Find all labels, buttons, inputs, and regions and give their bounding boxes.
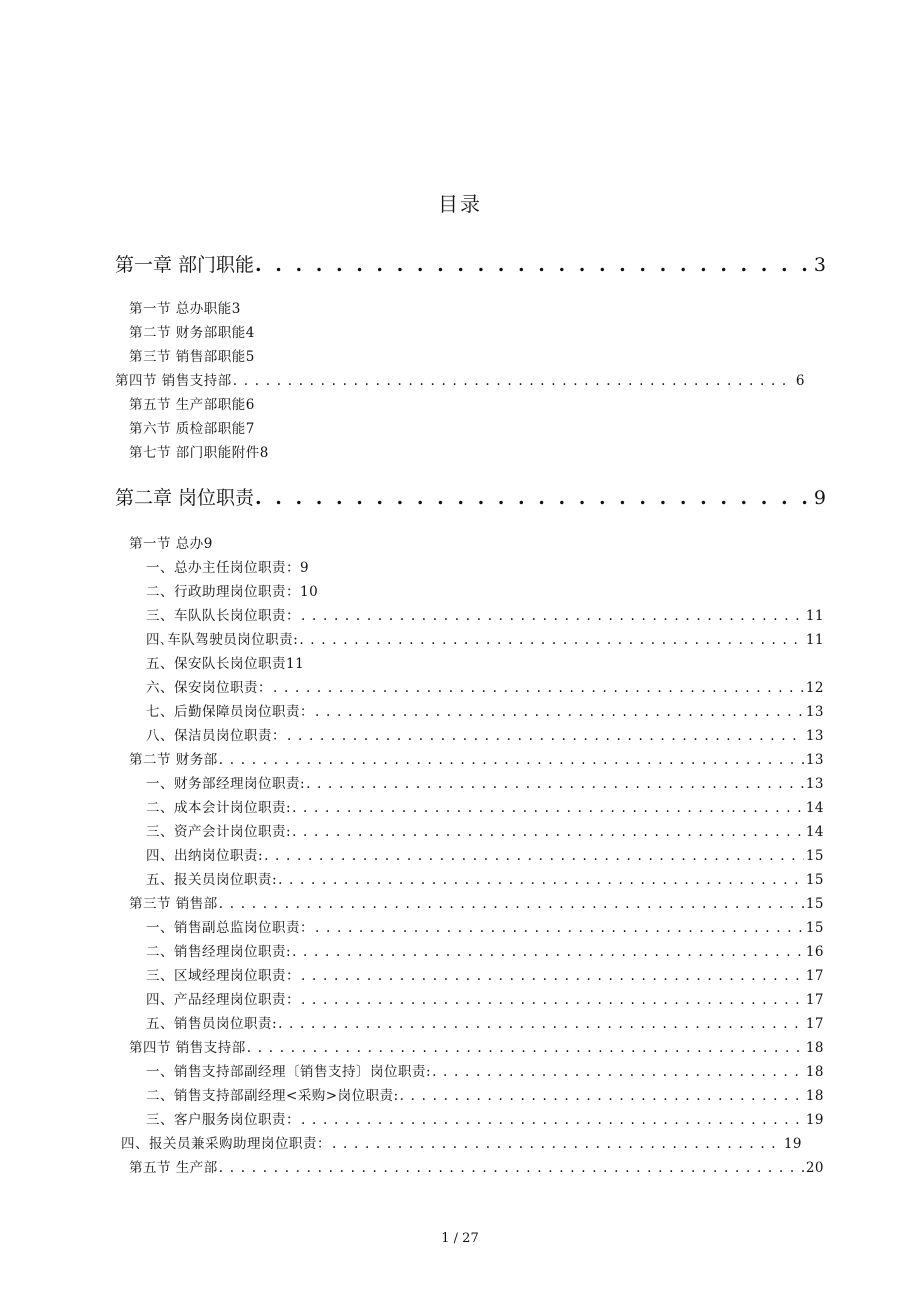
- toc-page-number: 15: [805, 896, 824, 912]
- toc-entry[interactable]: [146, 1012, 824, 1034]
- toc-entry[interactable]: [115, 369, 805, 391]
- toc-page-number: 12: [805, 680, 824, 696]
- toc-entry-text: 二、销售支持部副经理<采购>岗位职责:: [146, 1088, 399, 1104]
- toc-leader: [232, 373, 794, 389]
- toc-entry[interactable]: 第三节 销售部职能5: [129, 349, 255, 365]
- toc-page-number: 13: [805, 776, 824, 792]
- toc-entry-text: 四､车队驾驶员岗位职责:: [146, 632, 299, 648]
- toc-entry[interactable]: 第七节 部门职能附件8: [129, 445, 269, 461]
- toc-entry[interactable]: [146, 1084, 824, 1106]
- toc-entry-text: 第五节 生产部: [129, 1160, 218, 1176]
- toc-entry[interactable]: [146, 796, 824, 818]
- toc-page-number: 19: [805, 1112, 824, 1128]
- toc-leader: [300, 1112, 804, 1128]
- toc-entry[interactable]: [146, 676, 824, 698]
- toc-leader: [291, 800, 804, 816]
- toc-entry-chapter[interactable]: [115, 250, 826, 276]
- toc-leader: [291, 944, 804, 960]
- toc-entry-text: 第二节 财务部: [129, 752, 218, 768]
- toc-page-number: 15: [805, 920, 824, 936]
- toc-page-number: 13: [805, 752, 824, 768]
- toc-page-number: 18: [805, 1040, 824, 1056]
- toc-entry-text: 一、财务部经理岗位职责:: [146, 776, 306, 792]
- toc-leader: [300, 992, 804, 1008]
- toc-page-number: 17: [805, 968, 824, 984]
- toc-entry-text: 四、产品经理岗位职责：: [146, 992, 300, 1008]
- toc-entry-text: 第二章 岗位职责: [115, 487, 255, 509]
- toc-entry-text: 五、销售员岗位职责:: [146, 1016, 278, 1032]
- toc-entry-text: 第四节 销售支持部: [129, 1040, 246, 1056]
- toc-entry[interactable]: [129, 1156, 824, 1178]
- toc-leader: [300, 968, 804, 984]
- toc-page-number: 14: [805, 800, 824, 816]
- toc-leader: [218, 752, 804, 768]
- toc-entry[interactable]: [146, 868, 824, 890]
- toc-page-number: 11: [805, 608, 824, 624]
- toc-leader: [254, 254, 812, 276]
- toc-entry-text: 第四节 销售支持部: [115, 373, 232, 389]
- toc-entry[interactable]: [146, 628, 824, 650]
- toc-entry[interactable]: 二、行政助理岗位职责：10: [146, 584, 319, 600]
- toc-entry[interactable]: 一、总办主任岗位职责：9: [146, 560, 310, 576]
- toc-leader: [399, 1088, 804, 1104]
- toc-entry-text: 二、成本会计岗位职责:: [146, 800, 292, 816]
- toc-entry-text: 五、报关员岗位职责:: [146, 872, 278, 888]
- toc-entry-text: 六、保安岗位职责：: [146, 680, 272, 696]
- toc-leader: [277, 872, 804, 888]
- toc-page-number: 19: [783, 1136, 802, 1152]
- toc-entry[interactable]: [146, 844, 824, 866]
- page-footer: 1 / 27: [441, 1231, 479, 1246]
- toc-entry-text: 四、出纳岗位职责:: [146, 848, 264, 864]
- toc-leader: [300, 608, 804, 624]
- toc-page-number: 13: [805, 704, 824, 720]
- toc-leader: [277, 1016, 804, 1032]
- toc-leader: [431, 1064, 804, 1080]
- toc-page-number: 14: [805, 824, 824, 840]
- toc-page-number: 13: [805, 728, 824, 744]
- toc-page-number: 15: [805, 848, 824, 864]
- toc-leader: [298, 632, 804, 648]
- toc-entry-text: 一、销售副总监岗位职责：: [146, 920, 314, 936]
- toc-leader: [331, 1136, 782, 1152]
- toc-entry[interactable]: 第一节 总办职能3: [129, 301, 241, 317]
- toc-entry-text: 三、客户服务岗位职责：: [146, 1112, 300, 1128]
- toc-entry[interactable]: [129, 1036, 824, 1058]
- toc-page-number: 17: [805, 992, 824, 1008]
- toc-page-number: 9: [813, 487, 826, 509]
- toc-entry-text: 第三节 销售部: [129, 896, 218, 912]
- toc-entry-text: 七、后勤保障员岗位职责：: [146, 704, 314, 720]
- toc-page-number: 18: [805, 1088, 824, 1104]
- toc-leader: [218, 896, 804, 912]
- toc-entry[interactable]: 第六节 质检部职能7: [129, 421, 255, 437]
- toc-entry-text: 二、销售经理岗位职责:: [146, 944, 292, 960]
- toc-entry[interactable]: [146, 964, 824, 986]
- toc-page-number: 20: [805, 1160, 824, 1176]
- toc-entry[interactable]: [146, 604, 824, 626]
- toc-leader: [291, 824, 804, 840]
- toc-page-number: 17: [805, 1016, 824, 1032]
- toc-entry-text: 四、报关员兼采购助理岗位职责：: [121, 1136, 331, 1152]
- toc-leader: [246, 1040, 804, 1056]
- toc-page-number: 18: [805, 1064, 824, 1080]
- toc-entry-text: 第一章 部门职能: [115, 254, 255, 276]
- toc-entry[interactable]: [129, 892, 824, 914]
- toc-entry[interactable]: 第五节 生产部职能6: [129, 397, 255, 413]
- toc-entry[interactable]: [146, 988, 824, 1010]
- toc-entry-text: 一、销售支持部副经理〔销售支持〕岗位职责:: [146, 1064, 432, 1080]
- toc-page-number: 11: [805, 632, 824, 648]
- toc-leader: [286, 728, 804, 744]
- toc-leader: [314, 704, 804, 720]
- page-title: 目录: [438, 192, 482, 216]
- toc-page-number: 3: [813, 254, 826, 276]
- toc-leader: [263, 848, 804, 864]
- toc-leader: [254, 487, 812, 509]
- toc-page-number: 15: [805, 872, 824, 888]
- toc-page-number: 16: [805, 944, 824, 960]
- toc-entry[interactable]: [146, 1060, 824, 1082]
- toc-leader: [218, 1160, 804, 1176]
- toc-entry[interactable]: [121, 1132, 802, 1154]
- toc-entry[interactable]: [146, 772, 824, 794]
- toc-entry[interactable]: [129, 748, 824, 770]
- toc-page-number: 6: [795, 373, 805, 389]
- toc-entry-text: 八、保洁员岗位职责：: [146, 728, 286, 744]
- toc-entry-text: 三、资产会计岗位职责:: [146, 824, 292, 840]
- toc-entry[interactable]: 第一节 总办9: [129, 536, 213, 552]
- toc-entry[interactable]: [146, 820, 824, 842]
- toc-entry-text: 三、车队队长岗位职责：: [146, 608, 300, 624]
- toc-entry-chapter[interactable]: [115, 483, 826, 509]
- toc-entry[interactable]: 第二节 财务部职能4: [129, 325, 255, 341]
- toc-entry[interactable]: [146, 1108, 824, 1130]
- toc-leader: [305, 776, 804, 792]
- toc-entry-text: 三、区域经理岗位职责：: [146, 968, 300, 984]
- toc-entry[interactable]: 五、保安队长岗位职责11: [146, 656, 305, 672]
- toc-entry[interactable]: [146, 724, 824, 746]
- toc-leader: [314, 920, 804, 936]
- toc-entry[interactable]: [146, 700, 824, 722]
- toc-entry[interactable]: [146, 940, 824, 962]
- toc-entry[interactable]: [146, 916, 824, 938]
- toc-leader: [272, 680, 804, 696]
